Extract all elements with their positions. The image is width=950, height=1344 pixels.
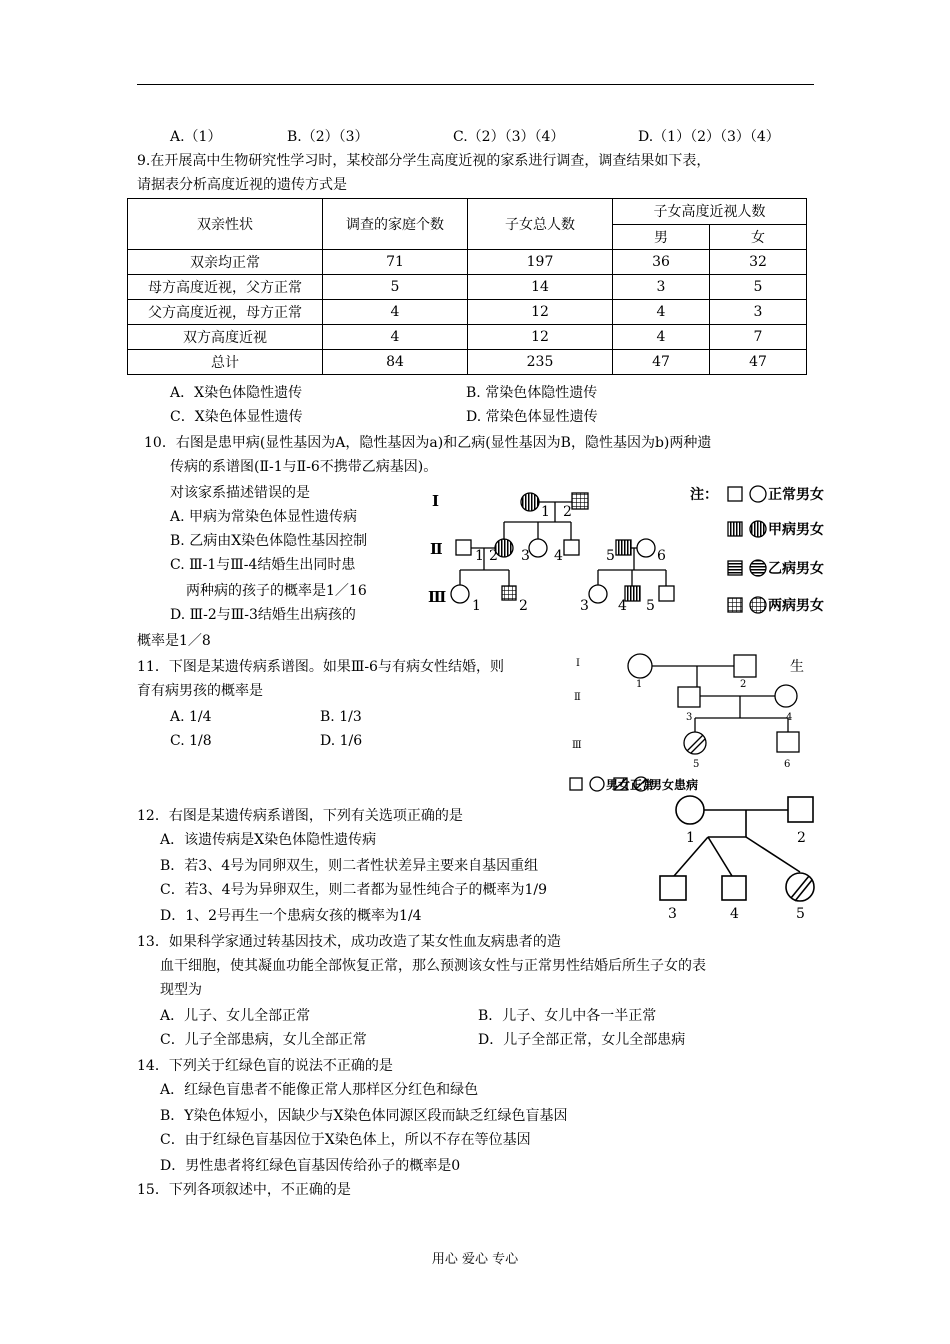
legend-normal-female-icon: [750, 486, 766, 502]
pedigree-q12-1: [676, 796, 704, 824]
table-cell: 47: [710, 350, 807, 375]
table-cell: 84: [323, 350, 468, 375]
legend-normal-label: 正常男女: [768, 487, 824, 503]
pedigree-number: 1: [472, 598, 481, 614]
table-header-parents: 双亲性状: [128, 199, 323, 250]
q9-option-c: C．X染色体显性遗传: [170, 409, 303, 425]
pedigree-number: 1: [475, 548, 484, 564]
q12-option-a: A．该遗传病是X染色体隐性遗传病: [160, 832, 377, 848]
gen-label: Ⅰ: [576, 658, 580, 669]
q13-stem-line2: 血干细胞，使其凝血功能全部恢复正常，那么预测该女性与正常男性结婚后所生子女的表: [160, 958, 706, 974]
q14-option-c: C．由于红绿色盲基因位于X染色体上，所以不存在等位基因: [160, 1132, 531, 1148]
legend-note: 注：: [690, 487, 718, 503]
q10-option-c-line2: 两种病的孩子的概率是1／16: [186, 583, 367, 599]
q9-option-a: A．X染色体隐性遗传: [170, 385, 303, 401]
q10-legend: [688, 482, 848, 617]
pedigree-ii5: [616, 540, 631, 555]
q9-table: [127, 198, 807, 375]
table-cell: 235: [468, 350, 613, 375]
q11-stem-line2: 育有病男孩的概率是: [137, 683, 263, 699]
pedigree-number: 6: [784, 759, 791, 770]
q11-option-b: B. 1/3: [320, 709, 362, 725]
pedigree-number: 2: [489, 548, 498, 564]
legend-both-label: 两病男女: [768, 598, 824, 614]
q12-option-d: D．1、2号再生一个患病女孩的概率为1/4: [160, 908, 422, 924]
legend-normal-male-icon: [728, 487, 742, 501]
q11-option-d: D. 1/6: [320, 733, 363, 749]
table-row: [128, 300, 807, 325]
table-cell: 3: [710, 300, 807, 325]
table-cell: 双方高度近视: [128, 325, 323, 350]
pedigree-ii6: [637, 539, 655, 557]
table-header-female: 女: [710, 224, 807, 250]
q8-option-c: C.（2）（3）（4）: [453, 129, 565, 145]
table-cell: 4: [323, 325, 468, 350]
legend-normal-label: 男女正常: [606, 778, 655, 792]
pedigree-number: 3: [668, 906, 677, 922]
pedigree-iii4: [625, 586, 640, 601]
pedigree-q11-6: [777, 732, 799, 752]
pedigree-q11-3: [678, 687, 700, 707]
table-cell: 双亲均正常: [128, 250, 323, 275]
q11-stem-tail: 生: [790, 659, 804, 675]
pedigree-number: 4: [730, 906, 739, 922]
legend-normal-female-icon: [590, 777, 604, 791]
q8-option-b: B.（2）（3）: [287, 129, 369, 145]
q14-stem: 14．下列关于红绿色盲的说法不正确的是: [137, 1058, 393, 1074]
gen-label: Ⅲ: [572, 740, 582, 751]
pedigree-number: 6: [657, 548, 666, 564]
pedigree-number: 1: [636, 679, 643, 690]
legend-affected-label: 男女患病: [650, 778, 699, 792]
table-cell: 5: [710, 275, 807, 300]
pedigree-number: 3: [686, 712, 693, 723]
legend-both-female-icon: [750, 597, 766, 613]
q9-stem-line2: 请据表分析高度近视的遗传方式是: [137, 177, 347, 193]
q8-option-d: D.（1）（2）（3）（4）: [638, 129, 780, 145]
table-header-male: 男: [613, 224, 710, 250]
pedigree-q12-2: [788, 797, 813, 822]
pedigree-ii4: [564, 540, 579, 555]
q11-option-c: C. 1/8: [170, 733, 212, 749]
gen-label: Ⅱ: [574, 692, 581, 703]
header-rule: [137, 84, 814, 85]
table-header-myopia: 子女高度近视人数: [613, 199, 807, 225]
table-cell: 12: [468, 300, 613, 325]
q13-option-c: C．儿子全部患病，女儿全部正常: [160, 1032, 367, 1048]
q9-stem-line1: 9.在开展高中生物研究性学习时，某校部分学生高度近视的家系进行调查，调查结果如下表，: [137, 153, 711, 169]
legend-a-label: 甲病男女: [768, 522, 824, 538]
table-cell: 12: [468, 325, 613, 350]
q15-stem: 15．下列各项叙述中，不正确的是: [137, 1182, 351, 1198]
gen-label: Ⅲ: [428, 588, 447, 606]
q12-option-c: C．若3、4号为异卵双生，则二者都为显性纯合子的概率为1/9: [160, 882, 548, 898]
q10-option-d-line2: 概率是1／8: [137, 633, 211, 649]
q13-option-b: B．儿子、女儿中各一半正常: [478, 1008, 657, 1024]
q10-option-a: A. 甲病为常染色体显性遗传病: [170, 509, 358, 525]
table-cell: 总计: [128, 350, 323, 375]
q11-pedigree: [568, 650, 828, 800]
table-header-children: 子女总人数: [468, 199, 613, 250]
pedigree-number: 2: [519, 598, 528, 614]
q12-option-b: B．若3、4号为同卵双生，则二者性状差异主要来自基因重组: [160, 858, 539, 874]
q10-stem-line1: 10．右图是患甲病(显性基因为A，隐性基因为a)和乙病(显性基因为B，隐性基因为b)两种遗: [144, 435, 712, 451]
q14-option-a: A．红绿色盲患者不能像正常人那样区分红色和绿色: [160, 1082, 479, 1098]
pedigree-number: 2: [797, 830, 806, 846]
table-cell: 父方高度近视，母方正常: [128, 300, 323, 325]
table-row: [128, 275, 807, 300]
q13-option-a: A．儿子、女儿全部正常: [160, 1008, 311, 1024]
pedigree-q11-1: [628, 654, 652, 678]
legend-b-label: 乙病男女: [768, 561, 824, 577]
legend-a-female-icon: [750, 521, 766, 537]
table-cell: 197: [468, 250, 613, 275]
legend-b-female-icon: [750, 560, 766, 576]
pedigree-number: 2: [563, 504, 572, 520]
table-cell: 4: [613, 325, 710, 350]
legend-both-male-icon: [728, 598, 742, 612]
pedigree-number: 1: [541, 504, 550, 520]
table-cell: 32: [710, 250, 807, 275]
pedigree-q11-4: [775, 685, 797, 707]
pedigree-q11-2: [734, 655, 756, 677]
table-cell: 14: [468, 275, 613, 300]
table-cell: 5: [323, 275, 468, 300]
pedigree-number: 3: [521, 548, 530, 564]
table-cell: 71: [323, 250, 468, 275]
q13-stem-line3: 现型为: [160, 982, 202, 998]
table-cell: 4: [323, 300, 468, 325]
pedigree-number: 5: [693, 759, 700, 770]
pedigree-iii5: [659, 586, 674, 601]
table-row: [128, 350, 807, 375]
pedigree-number: 3: [580, 598, 589, 614]
pedigree-iii2: [502, 586, 516, 600]
pedigree-number: 5: [606, 548, 615, 564]
q11-stem-line1: 11．下图是某遗传病系谱图。如果Ⅲ-6与有病女性结婚，则: [137, 659, 504, 675]
q14-option-d: D．男性患者将红绿色盲基因传给孙子的概率是0: [160, 1158, 461, 1174]
q9-option-d: D. 常染色体显性遗传: [466, 409, 598, 425]
table-row: [128, 325, 807, 350]
pedigree-i2: [572, 493, 588, 509]
pedigree-i1: [521, 493, 539, 511]
gen-label: Ⅰ: [432, 492, 440, 510]
pedigree-number: 2: [740, 679, 747, 690]
pedigree-number: 5: [796, 906, 805, 922]
table-row: [128, 250, 807, 275]
legend-a-male-icon: [728, 522, 742, 536]
q14-option-b: B．Y染色体短小，因缺少与X染色体同源区段而缺乏红绿色盲基因: [160, 1108, 568, 1124]
table-cell: 36: [613, 250, 710, 275]
pedigree-number: 4: [786, 712, 793, 723]
gen-label: Ⅱ: [430, 540, 443, 558]
pedigree-number: 4: [554, 548, 563, 564]
q12-stem: 12．右图是某遗传病系谱图，下列有关选项正确的是: [137, 808, 463, 824]
table-header-families: 调查的家庭个数: [323, 199, 468, 250]
q10-stem-line2: 传病的系谱图(Ⅱ-1与Ⅱ-6不携带乙病基因)。: [170, 459, 438, 475]
pedigree-iii1: [451, 585, 469, 603]
pedigree-ii3: [529, 539, 547, 557]
q11-option-a: A. 1/4: [170, 709, 212, 725]
table-cell: 7: [710, 325, 807, 350]
q10-option-c-line1: C. Ⅲ-1与Ⅲ-4结婚生出同时患: [170, 557, 356, 573]
table-cell: 4: [613, 300, 710, 325]
pedigree-q12-3: [660, 876, 686, 900]
table-cell: 47: [613, 350, 710, 375]
pedigree-number: 4: [618, 598, 627, 614]
q10-option-d-line1: D. Ⅲ-2与Ⅲ-3结婚生出病孩的: [170, 607, 356, 623]
q12-pedigree: [650, 792, 825, 922]
q9-option-b: B. 常染色体隐性遗传: [466, 385, 598, 401]
pedigree-iii3: [589, 585, 607, 603]
pedigree-number: 5: [646, 598, 655, 614]
table-cell: 3: [613, 275, 710, 300]
table-cell: 母方高度近视，父方正常: [128, 275, 323, 300]
legend-normal-male-icon: [570, 778, 582, 790]
pedigree-q12-4: [722, 876, 746, 900]
q8-option-a: A.（1）: [170, 129, 222, 145]
q10-stem-line3: 对该家系描述错误的是: [170, 485, 310, 501]
q13-stem-line1: 13．如果科学家通过转基因技术，成功改造了某女性血友病患者的造: [137, 934, 561, 950]
pedigree-number: 1: [686, 830, 695, 846]
q13-option-d: D．儿子全部正常，女儿全部患病: [478, 1032, 686, 1048]
legend-b-male-icon: [728, 561, 742, 575]
page-footer: 用心 爱心 专心: [431, 1252, 519, 1267]
pedigree-ii1: [456, 540, 471, 555]
q10-option-b: B. 乙病由X染色体隐性基因控制: [170, 533, 368, 549]
